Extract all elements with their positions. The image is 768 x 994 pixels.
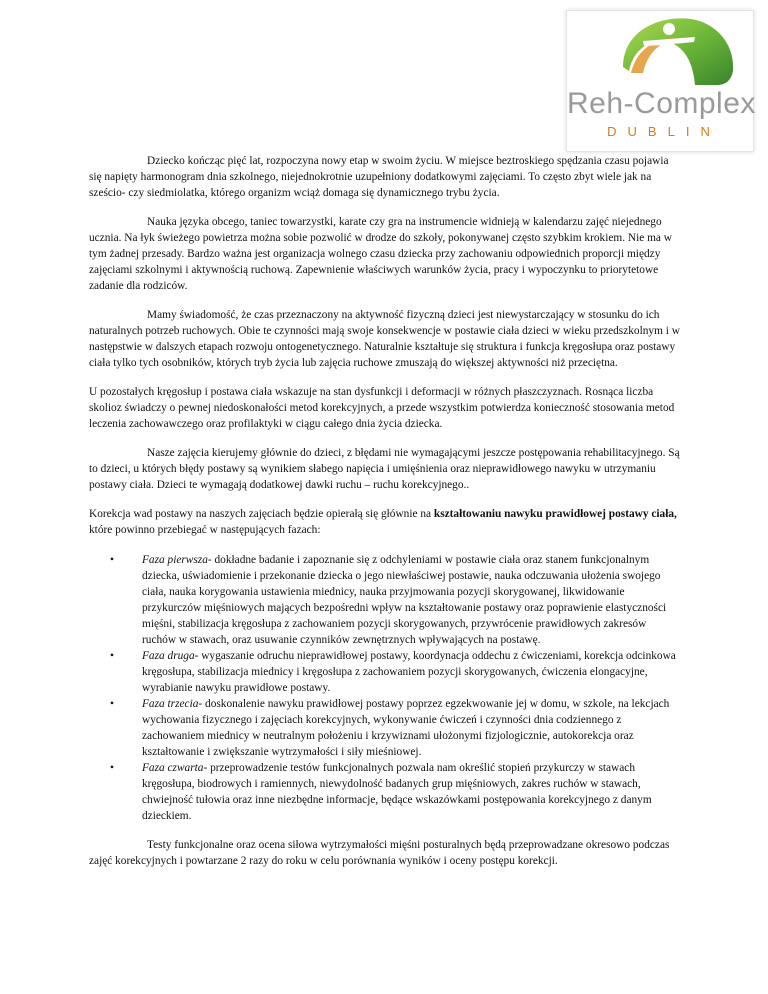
phase-name: Faza trzecia- <box>142 698 203 710</box>
phase-name: Faza czwarta- <box>142 762 208 774</box>
phase-text: dokładne badanie i zapoznanie się z odchyleniami w postawie ciała oraz stanem funkcjonalnym dziecka, uświadomienie i przekonanie dziecka o jego niewłaściwej postawie, nauka odczuwania ułożenia swojego ciała, nauka korygowania ustawienia miednicy, nauka przyjmowania pozycji skorygowanej, likwidowanie przykurczów mięśniowych mających bezpośredni wpływ na kształtowanie postawy oraz poprawienie elastyczności mięśni, stabilizacja kręgosłupa z zachowaniem pozycji skorygowanych, przywrócenie prawidłowych zakresów ruchów w stawach, oraz usuwanie czynników zewnętrznych wpływających na postawę. <box>142 554 667 646</box>
phase-text: wygaszanie odruchu nieprawidłowej postawy, koordynacja oddechu z ćwiczeniami, korekcja odcinkowa kręgosłupa, stabilizacja miednicy i kręgosłupa z zachowaniem pozycji skorygowanych, ćwiczenia elongacyjne, wyrabianie nawyku prawidłowe postawy. <box>142 650 676 694</box>
paragraph-1: Dziecko kończąc pięć lat, rozpoczyna nowy etap w swoim życiu. W miejsce beztroskiego spędzania czasu pojawia się napięty harmonogram dnia szkolnego, niejednokrotnie uzupełniony dodatkowymi zajęciami. To często zbyt wiele jak na sześcio- czy siedmiolatka, którego organizm wciąż domaga się dynamicznego trybu życia. <box>89 155 669 199</box>
reh-complex-logo <box>566 10 754 152</box>
paragraph-4: U pozostałych kręgosłup i postawa ciała wskazuje na stan dysfunkcji i deformacji w różnych płaszczyznach. Rosnąca liczba skolioz świadczy o pewnej niedoskonałości metod korekcyjnych, a przede wszystkim potwierdza konieczność stosowania metod leczenia zachowawczego oraz profilaktyki w ciągu całego dnia życia dziecka. <box>89 386 675 430</box>
intro-text-before: Korekcja wad postawy na naszych zajęciach będzie opierałą się głównie na <box>89 508 434 520</box>
bullet-icon: • <box>110 762 114 774</box>
logo-city: DUBLIN <box>607 124 721 139</box>
phase-name: Faza druga- <box>142 650 199 662</box>
phase-text: przeprowadzenie testów funkcjonalnych pozwala nam określić stopień przykurczy w stawach kręgosłupa, biodrowych i ramiennych, niewydolność badanych grup mięśniowych, zakres ruchów w stawach, chwiejność tułowia oraz inne niezbędne informacje, będące wskazówkami postępowania korekcyjnego z danym dzieckiem. <box>142 762 652 822</box>
list-item <box>89 648 681 696</box>
closing-paragraph: Testy funkcjonalne oraz ocena siłowa wytrzymałości mięśni posturalnych będą przeprowadzane okresowo podczas zajęć korekcyjnych i powtarzane 2 razy do roku w celu porównania wyników i oceny postępu korekcji. <box>89 839 670 867</box>
list-item <box>89 696 681 760</box>
intro-bold-text: kształtowaniu nawyku prawidłowej postawy ciała, <box>433 508 677 520</box>
intro-paragraph <box>89 506 681 538</box>
paragraph-3: Mamy świadomość, że czas przeznaczony na aktywność fizyczną dzieci jest niewystarczający w stosunku do ich naturalnych potrzeb ruchowych. Obie te czynności mają swoje konsekwencje w postawie ciała dzieci w wieku przedszkolnym i w następstwie w dalszych etapach rozwoju ontogenetycznego. Naturalnie kształtuje się struktura i funkcja kręgosłupa oraz postawy ciała tylko tych osobników, których tryb życia lub zajęcia ruchowe zmuszają do większej aktywności niż przeciętna. <box>89 309 680 369</box>
document-body <box>89 153 681 882</box>
phase-name: Faza pierwsza- <box>142 554 212 566</box>
paragraph-5: Nasze zajęcia kierujemy głównie do dzieci, z błędami nie wymagającymi jeszcze postępowania rehabilitacyjnego. Są to dzieci, u których błędy postawy są wynikiem słabego napięcia i umięśnienia oraz nieprawidłowego nawyku w utrzymaniu postawy ciała. Dzieci te wymagają dodatkowej dawki ruchu – ruchu korekcyjnego.. <box>89 447 680 491</box>
phase-text: doskonalenie nawyku prawidłowej postawy poprzez egzekwowanie jej w domu, w szkole, na lekcjach wychowania fizycznego i zajęciach korekcyjnych, wykonywanie ćwiczeń i czynności dnia codziennego z zachowaniem miednicy w neutralnym położeniu i krzywiznami ułożonymi fizjologicznie, autokorekcja oraz kształtowanie i zwiększanie wytrzymałości i siły mieśniowej. <box>142 698 670 758</box>
logo-name: Reh-Complex <box>567 87 756 120</box>
phase-list <box>89 552 681 824</box>
intro-text-after: które powinno przebiegać w następujących fazach: <box>89 524 321 536</box>
bullet-icon: • <box>110 650 114 662</box>
bullet-icon: • <box>110 554 114 566</box>
paragraph-2: Nauka języka obcego, taniec towarzystki, karate czy gra na instrumencie widnieją w kalendarzu zajęć niejednego ucznia. Na łyk świeżego powietrza można sobie pozwolić w drodze do szkoły, pokonywanej często szybkim krokiem. Nie ma w tym żadnej przesady. Bardzo ważna jest organizacja wolnego czasu dziecka przy zachowaniu odpowiednich proporcji między zajęciami szkolnymi i aktywnością ruchową. Zapewnienie właściwych warunków życia, pracy i wypoczynku to priorytetowe zadanie dla rodziców. <box>89 216 672 292</box>
list-item <box>89 760 681 824</box>
bullet-icon: • <box>110 698 114 710</box>
list-item <box>89 552 681 648</box>
logo-emblem <box>567 11 753 91</box>
